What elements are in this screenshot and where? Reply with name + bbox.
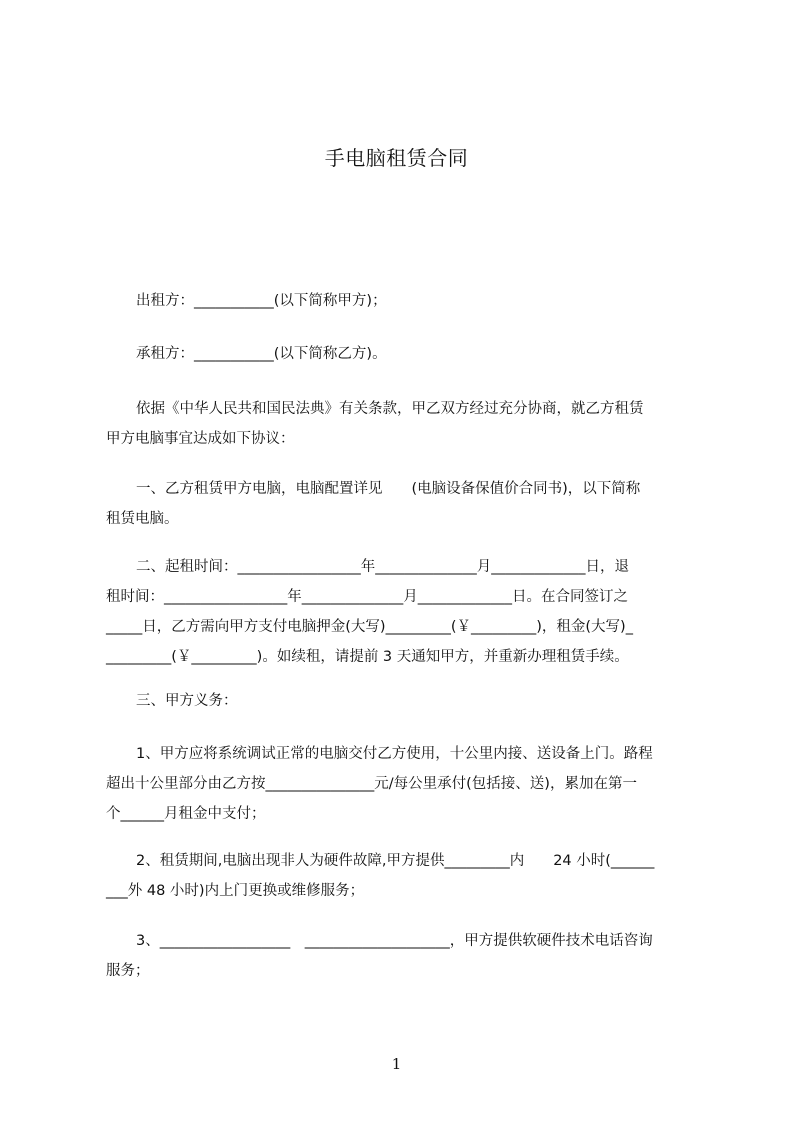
item-3-paragraph <box>106 926 706 986</box>
clause-2-line-4: _________(￥_________)。如续租，请提前 3 天通知甲方，并重新办理租赁手续。 <box>106 649 629 665</box>
clause-2-line-1: 二、起租时间：_________________年______________月_____________日，退 <box>136 559 629 575</box>
clause-3-heading-text: 三、甲方义务： <box>136 693 238 709</box>
document-title: 手电脑租赁合同 <box>324 146 469 170</box>
preamble-paragraph <box>106 394 706 454</box>
preamble-line-1: 依据《中华人民共和国民法典》有关条款，甲乙双方经过充分协商，就乙方租赁 <box>136 401 644 417</box>
item-2-line-1: 2、租赁期间,电脑出现非人为硬件故障,甲方提供_________内 24 小时(______ <box>136 853 655 869</box>
item-1-line-3: 个______月租金中支付； <box>106 806 266 822</box>
lessee-text: 承租方：___________(以下简称乙方)。 <box>136 346 387 362</box>
lessor-text: 出租方：___________(以下简称甲方)； <box>136 293 387 309</box>
item-1-line-2: 超出十公里部分由乙方按_______________元/每公里承付(包括接、送)，累加在第一 <box>106 776 637 792</box>
page-number: 1 <box>391 1055 402 1073</box>
preamble-line-2: 甲方电脑事宜达成如下协议： <box>106 431 295 447</box>
item-3-line-1: 3、__________________ ____________________，甲方提供软硬件技术电话咨询 <box>136 933 653 949</box>
item-1-line-1: 1、甲方应将系统调试正常的电脑交付乙方使用，十公里内接、送设备上门。路程 <box>136 746 653 762</box>
item-2-paragraph <box>106 846 706 906</box>
clause-3-heading <box>106 686 706 716</box>
clause-2-line-2: 租时间：_________________年______________月_____________日。在合同签订之 <box>106 589 628 605</box>
item-3-line-2: 服务； <box>106 963 150 979</box>
item-2-line-2: ___外 48 小时)内上门更换或维修服务； <box>106 883 365 899</box>
clause-2-paragraph <box>106 552 706 672</box>
lessee-line <box>106 339 706 369</box>
clause-1-line-1: 一、乙方租赁甲方电脑，电脑配置详见 (电脑设备保值价合同书)，以下简称 <box>136 481 641 497</box>
item-1-paragraph <box>106 739 706 829</box>
lessor-line <box>106 286 706 316</box>
clause-1-paragraph <box>106 474 706 534</box>
clause-1-line-2: 租赁电脑。 <box>106 511 179 527</box>
clause-2-line-3: _____日，乙方需向甲方支付电脑押金(大写)_________(￥_________)，租金(大写)_ <box>106 619 633 635</box>
